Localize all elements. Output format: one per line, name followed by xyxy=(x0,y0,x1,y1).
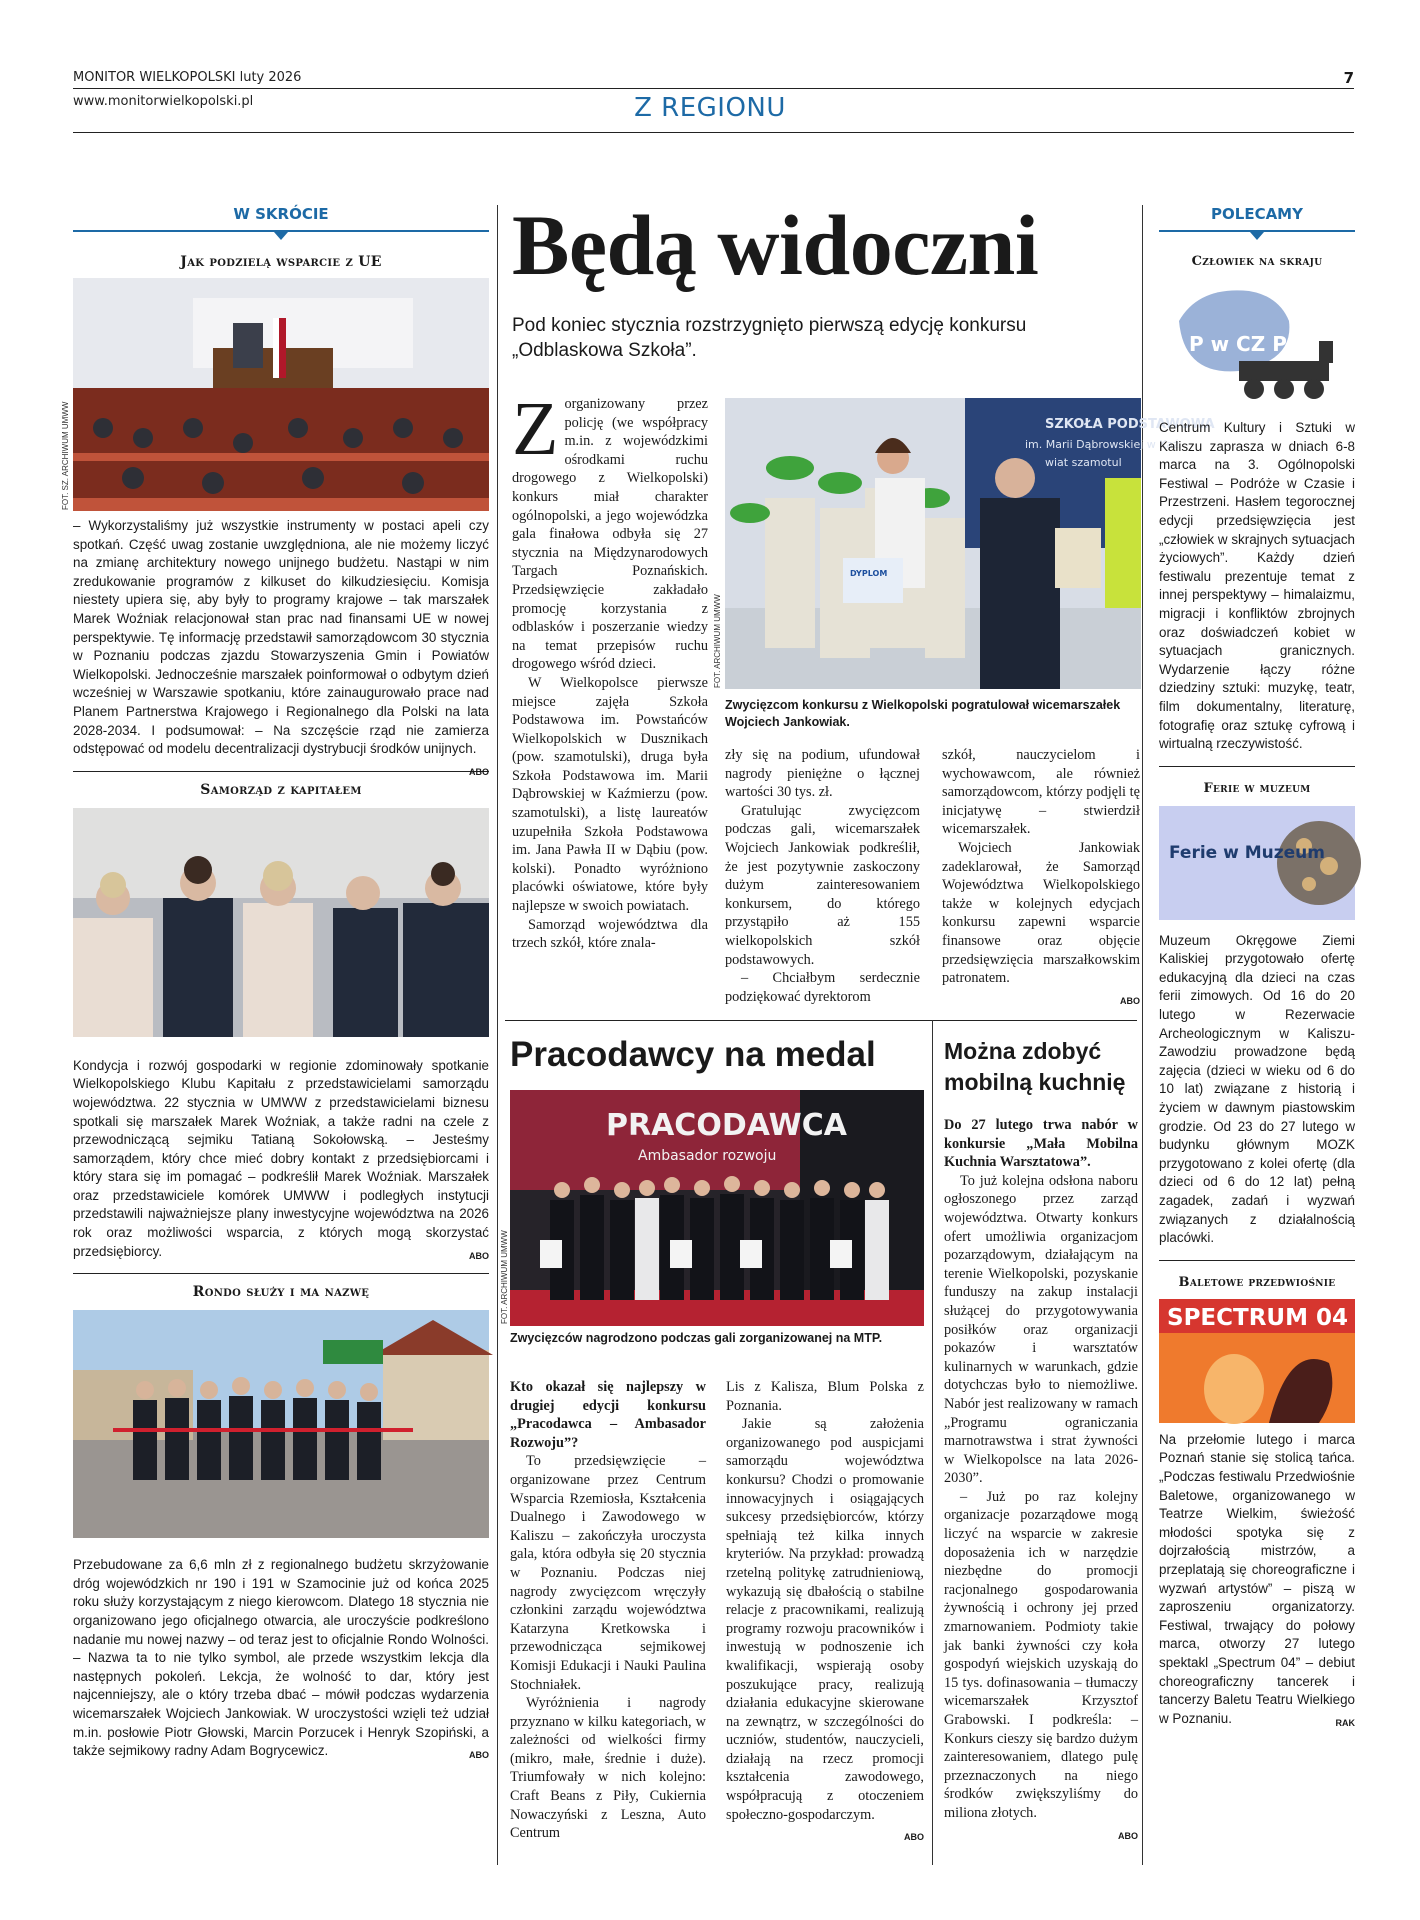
poster-title: SPECTRUM 04 xyxy=(1167,1304,1348,1331)
author-sign: ABO xyxy=(469,1750,489,1761)
ferie-banner xyxy=(1159,806,1355,920)
main-story xyxy=(512,195,1130,363)
item-title: Baletowe przedwiośnie xyxy=(1178,1274,1336,1290)
item-title: Rondo służy i ma nazwę xyxy=(192,1284,370,1301)
photo-credit: FOT. ARCHIWUM UMWW xyxy=(500,1230,509,1324)
pracodawcy-col-1: Kto okazał się najlepszy w drugiej edycji konkursu „Pracodawca – Ambasador Rozwoju”? To przedsięwzięcie – organizowane przez Centrum Wsparcia Rzemiosła, Kształcenia Dualnego i Zawodowego w Kaliszu – zakończyła uroczysta gala, która odbyła się 20 stycznia w Poznaniu. Podczas niej nagrody zwycięzcom wręczyły członkini zarządu województwa Katarzyna Kretkowska i przewodnicząca sejmikowej Komisji Edukacji i Nauki Paulina Stochniałek. Wyróżnienia i nagrody przyznano w kilku kategoriach, w zależności od wielkości firmy (mikro, małe, średnie i duże). Triumfowały w nich kolejno: Craft Beans z Piły, Cukiernia Nowaczyński z Leszna, Auto Centrum xyxy=(510,1379,706,1842)
photo-sign: im. Marii Dąbrowskiej w Kaź xyxy=(1025,438,1179,451)
photo-caption: Zwycięzcom konkursu z Wielkopolski pogratulował wicemarszałek Wojciech Jankowiak. xyxy=(725,698,1121,729)
article-body: Na przełomie lutego i marca Poznań stanie się stolicą tańca. „Podczas festiwalu Przedwiośnie Baletowe, organizowanego w Teatrze Wielkim, świeżość młodości spotyka się z dojrzałością mistrzów, a przeplatają się choreograficzne i wyzwań artystów” – piszą w zaproszeniu organizatorzy. Festiwal, trwający do połowy marca, otworzy 27 lutego spektakl „Spectrum 04” – debiut choreograficzny tancerek i tancerzy Baletu Teatru Wielkiego w Poznaniu. RAK xyxy=(1159,1431,1355,1729)
article-body: Muzeum Okręgowe Ziemi Kaliskiej przygotowało ofertę edukacyjną dla dzieci na czas ferii zimowych. Od 16 do 20 lutego w Rezerwacie Archeologicznym w Kaliszu-Zawodziu prowadzone będą zajęcia (dzieci w wieku od 6 do 10 lat) związane z historią i życiem w dawnym piastowskim grodzie. Od 23 do 27 lutego w budynku głównym MOZK przygotowano z kolei ofertę (dla dzieci od 6 do 12 lat) pełną zagadek, zadań i wyzwań związanych z działalnością placówki. xyxy=(1159,932,1355,1246)
label-w-skrocie: W SKRÓCIE xyxy=(233,205,329,223)
column-divider xyxy=(497,205,498,1865)
article-body: Do 27 lutego trwa nabór w konkursie „Mała Mobilna Kuchnia Warsztatowa”. To już kolejna odsłona naboru ogłoszonego przez zarząd województwa. Otwarty konkurs ofert umożliwia organizacjom pozarządowym, działającym na terenie Wielkopolski, pozyskanie funduszy na zakup instalacji służącej do przygotowywania posiłków oraz organizacji pokazów i warsztatów kulinarnych w warunkach, gdzie dotychczas było to niemożliwe. Nabór jest realizowany w ramach „Programu ograniczania marnotrawstwa i strat żywności w Wielkopolsce na lata 2026-2030”. – Już po raz kolejny organizacje pozarządowe mogą liczyć na wsparcie w zakresie doposażenia ich w narzędzie niezbędne do promocji racjonalnego gospodarowania żywnością i ochrony jej przed zmarnowaniem. Podmioty takie jak banki żywności czy koła gospodyń wiejskich uzyskają do 15 tys. dofinasowania – tłumaczy wicemarszałek Krzysztof Grabowski. I podkreśla: – Konkurs cieszy się bardzo dużym zainteresowaniem, dlatego pulę przeznaczonych na niego środków zwiększyliśmy do miliona złotych. ABO xyxy=(944,1116,1138,1823)
photo-award-ceremony xyxy=(725,398,1215,689)
festival-logo-text: P w CZ P xyxy=(1189,332,1287,356)
headline: Można zdobyć mobilną kuchnię xyxy=(944,1038,1126,1095)
lead: Pod koniec stycznia rozstrzygnięto pierwszą edycję konkursu „Odblaskowa Szkoła”. xyxy=(512,315,1027,361)
headline: Będą widoczni xyxy=(512,197,1039,293)
label-polecamy: POLECAMY xyxy=(1211,205,1303,223)
article-body: – Wykorzystaliśmy już wszystkie instrumenty w postaci apeli czy spotkań. Część uwag zostanie uwzględniona, ale nie możemy liczyć na zmianę architektury nowego unijnego budżetu. Nastąpi w nim zredukowanie programów z kilkuset do kilkudziesięciu. Komisja niestety upiera się, aby były to programy krajowe – tak marszałek Marek Woźniak relacjonował stan prac nad finansami UE w nowej perspektywie. Tę informację przedstawił samorządowcom 30 stycznia w Poznaniu podczas zjazdu Stowarzyszenia Gmin i Powiatów Wielkopolski. Jednocześnie marszałek poinformował o odbytym dzień wcześniej w Warszawie spotkaniu, które zainaugurowało prace nad Planem Partnerstwa Krajowego i Regionalnego dla Polski na lata 2028-2034. I podsumował: – Na szczęście rząd nie zamierza odstępować od modelu decentralizacji dystrybucji środków unijnych. ABO xyxy=(73,517,489,759)
column-divider xyxy=(932,1020,933,1865)
header-rule xyxy=(73,88,1354,89)
author-sign: ABO xyxy=(469,766,489,777)
photo-sign: SZKOŁA PODSTAWOWA xyxy=(1045,417,1215,432)
story-rule xyxy=(505,1020,1137,1021)
photo-credit: FOT. ARCHIWUM UMWW xyxy=(713,594,722,688)
photo-conference-hall xyxy=(61,278,489,511)
section-title: Z REGIONU xyxy=(634,93,786,123)
item-title: Samorząd z kapitałem xyxy=(200,781,362,798)
photo-roundabout-ribbon xyxy=(73,1310,489,1538)
page-number: 7 xyxy=(1343,69,1354,87)
photo-credit: FOT. SZ. ARCHIWUM UMWW xyxy=(61,401,70,510)
author-sign: ABO xyxy=(1118,1830,1138,1841)
main-col-3: szkół, nauczycielom i wychowawcom, ale również samorządowcom, którzy podjęli tę inicjatywę – stwierdził wicemarszałek. Wojciech Jankowiak zadeklarował, że Samorząd Województwa Wielkopolskiego także w kolejnych edycjach konkursu zapewni wsparcie finansowe oraz objęcie przedsięwzięcia marszałkowskim patronatem. ABO xyxy=(942,746,1140,1010)
photo-banner: PRACODAWCA xyxy=(606,1108,847,1143)
left-column xyxy=(61,205,489,1765)
item-title: Ferie w muzeum xyxy=(1203,780,1311,796)
article-body: Centrum Kultury i Sztuki w Kaliszu zaprasza w dniach 6-8 marca na 3. Ogólnopolski Festiwal – Podróże w Czasie i Przestrzeni. Hasłem tegorocznej edycji przedsięwzięcia jest „człowiek w skrajnych sytuacjach życiowych”. Każdy dzień festiwalu prezentuje temat z innej perspektywy – himalaizmu, migracji i konfliktów zbrojnych oraz doświadczeń kobiet w sytuacjach granicznych. Wydarzenie łączy różne dziedziny sztuki: muzykę, teatr, film dokumentalny, literaturę, fotografię oraz sztukę cyfrową i wirtualną rzeczywistość. xyxy=(1159,420,1355,752)
section-rule xyxy=(73,132,1354,133)
website-url: www.monitorwielkopolski.pl xyxy=(73,94,254,109)
spectrum-poster xyxy=(1159,1299,1355,1423)
author-sign: ABO xyxy=(1120,995,1140,1006)
column-divider xyxy=(1142,205,1143,1865)
main-photo-block xyxy=(713,398,1215,731)
article-body: Przebudowane za 6,6 mln zł z regionalnego budżetu skrzyżowanie dróg wojewódzkich nr 190 i 191 w Szamocinie już od końca 2025 roku służy korzystającym z niego kierowcom. Dlatego 18 stycznia nie organizowano jego oficjalnego otwarcia, ale uroczyście podkreślono nadanie mu nowej nazwy – od teraz jest to oficjalnie Rondo Wolności. – Nazwa ta to nie tylko symbol, ale przede wszystkim lekcja dla następnych pokoleń. Lekcja, że wolność to dar, który jest najcenniejszy, ale o który trzeba dbać – mówił podczas wydarzenia wicemarszałek Wojciech Jankowiak. W uroczystości wzięli też udział m.in. posłowie Piotr Głowski, Marcin Porzucek i Henryk Szopiński, a także sejmikowy radny Adam Bogrycewicz. ABO xyxy=(73,1556,489,1761)
masthead: MONITOR WIELKOPOLSKI luty 2026 xyxy=(73,70,302,85)
item-title: Człowiek na skraju xyxy=(1191,254,1323,269)
item-title: Jak podzielą wsparcie z UE xyxy=(180,254,382,270)
dropcap: Z xyxy=(512,387,559,471)
right-column xyxy=(1159,205,1355,1732)
pracodawcy-col-2: Lis z Kalisza, Blum Polska z Poznania. Jakie są założenia organizowanego pod auspicjami samorządu województwa konkursu? Chodzi o promowanie innowacyjnych i osiągających sukcesy przedsiębiorców, którzy spełniają też kilka innych kryteriów. Na przykład: prowadzą rzetelną politykę zatrudnieniową, wykazują się dbałością o stabilne relacje z pracownikami, realizują programy rozwoju pracowników i inwestują w podnoszenie ich kwalifikacji, wspierają osoby poszukujące pracy, realizują działania edukacyjne skierowane na zewnątrz, w szczególności do uczniów, studentów, nauczycieli, działają na rzecz promocji kształcenia zawodowego, współpracują z otoczeniem społeczno-gospodarczym. ABO xyxy=(726,1378,924,1847)
author-sign: RAK xyxy=(1335,1717,1355,1728)
photo-gala-winners xyxy=(510,1090,924,1326)
festival-logo xyxy=(1159,281,1355,409)
ferie-banner-text: Ferie w Muzeum xyxy=(1169,842,1325,863)
main-col-1: Z organizowany przez policję (we współpracy m.in. z wojewódzkimi ośrodkami ruchu drogowego z Wielkopolski) konkurs miał charakter ogólnopolski, a jego wojewódzka gala finałowa odbyła się 27 stycznia na Międzynarodowych Targach Poznańskich. Przedsięwzięcie zakładało promocję korzystania z odblasków i poszerzanie wiedzy na temat przepisów ruchu drogowego wśród dzieci. W Wielkopolsce pierwsze miejsce zajęła Szkoła Podstawowa im. Powstańców Wielkopolskich w Dusznikach (pow. szamotulski), druga była Szkoła Podstawowa im. Marii Dąbrowskiej w Kaźmierzu (pow. szamotulski), a listę laureatów uzupełniła Szkoła Podstawowa im. Jana Pawła II w Dąbiu (pow. kolski). Ponadto wyróżniono placówki oświatowe, które były najlepsze w swoich powiatach. Samorząd województwa dla trzech szkół, które znala- xyxy=(512,387,708,952)
article-body: Kondycja i rozwój gospodarki w regionie zdominowały spotkanie Wielkopolskiego Klubu Kapitału z przedstawicielami samorządu województwa. 22 stycznia w UMWW z przedstawicielami biznesu spotkali się marszałek Marek Woźniak, a także radni na czele z przewodniczącą sejmiku Tatianą Sokołowską. – Jesteśmy samorządem, który chce mieć dobry kontakt z przedsiębiorcami i który stara się im pomagać – podkreślił Marek Woźniak. Marszałek oraz przedstawiciele komórek UMWW i podległych instytucji przedstawili najważniejsze plany inwestycyjne województwa na 2026 rok oraz możliwości wsparcia, z których mogą skorzystać przedsiębiorcy. ABO xyxy=(73,1057,489,1262)
headline: Pracodawcy na medal xyxy=(510,1035,876,1074)
kuchnia-story xyxy=(944,1036,1138,1845)
photo-sign: DYPLOM xyxy=(850,569,888,578)
photo-caption: Zwycięzców nagrodzono podczas gali zorganizowanej na MTP. xyxy=(510,1331,883,1345)
author-sign: ABO xyxy=(904,1832,924,1843)
main-col-2: zły się na podium, ufundował nagrody pieniężne o łącznej wartości 30 tys. zł. Gratulując zwycięzcom podczas gali, wicemarszałek Wojciech Jankowiak podkreślił, że jest pozytywnie zaskoczony dużym zainteresowaniem konkursem, do którego przystąpiło aż 155 wielkopolskich szkół podstawowych. – Chciałbym serdecznie podziękować dyrektorom xyxy=(725,747,920,1005)
photo-meeting-audience xyxy=(73,808,489,1037)
author-sign: ABO xyxy=(469,1250,489,1261)
pracodawcy-story xyxy=(500,1032,924,1347)
photo-banner-sub: Ambasador rozwoju xyxy=(638,1148,777,1164)
photo-sign: wiat szamotul xyxy=(1045,456,1122,469)
